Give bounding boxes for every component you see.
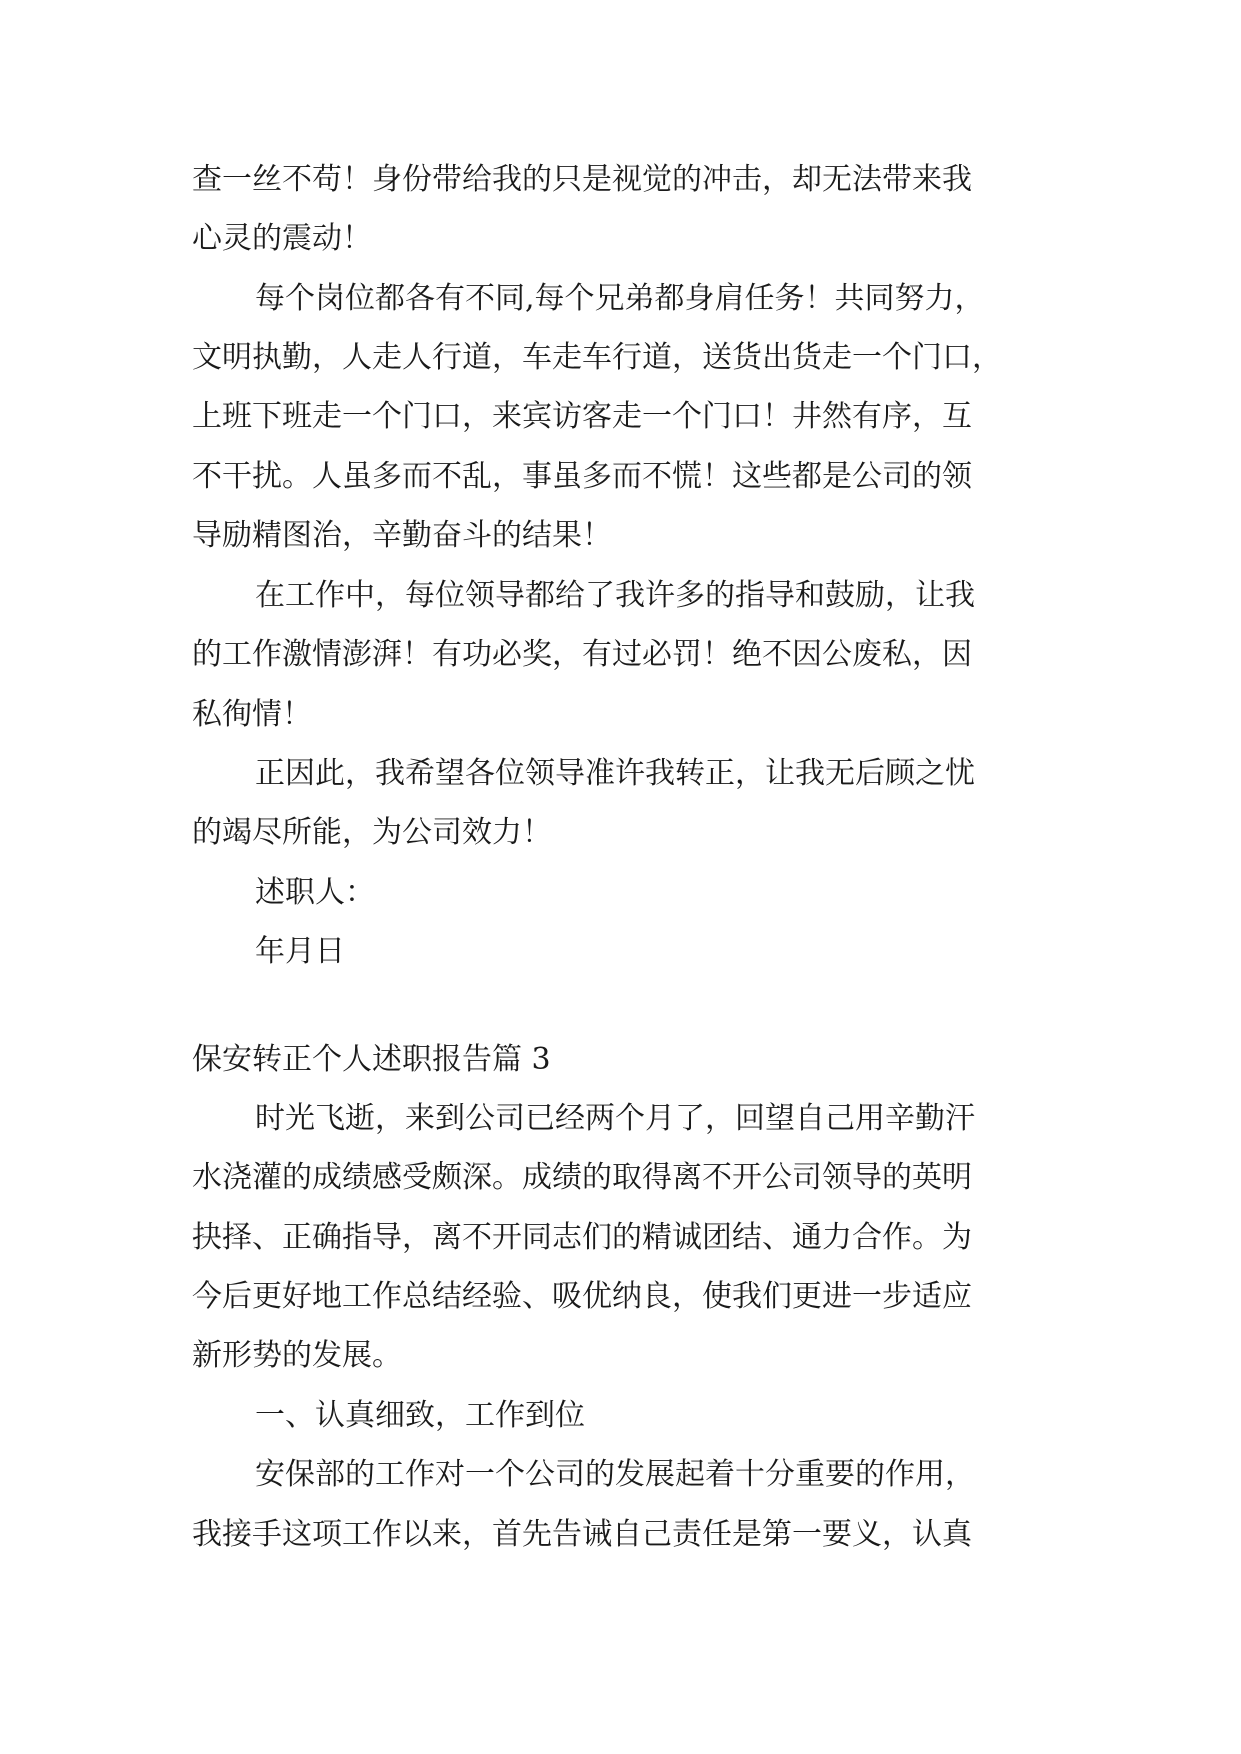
text-line: 的工作激情澎湃！有功必奖，有过必罚！绝不因公废私，因 (192, 637, 972, 672)
date-label: 年月日 (255, 934, 345, 969)
text-line: 新形势的发展。 (192, 1338, 402, 1373)
subsection-heading: 一、认真细致，工作到位 (255, 1398, 585, 1433)
text-line: 的竭尽所能，为公司效力！ (192, 815, 552, 850)
text-line: 文明执勤，人走人行道，车走车行道，送货出货走一个门口， (192, 340, 1002, 375)
text-line: 上班下班走一个门口，来宾访客走一个门口！井然有序，互 (192, 399, 972, 434)
text-line: 今后更好地工作总结经验、吸优纳良，使我们更进一步适应 (192, 1279, 972, 1314)
paragraph-first-line: 正因此，我希望各位领导准许我转正，让我无后顾之忧 (255, 756, 975, 791)
text-line: 私徇情！ (192, 697, 312, 732)
text-line: 查一丝不苟！身份带给我的只是视觉的冲击，却无法带来我 (192, 162, 972, 197)
text-line: 不干扰。人虽多而不乱，事虽多而不慌！这些都是公司的领 (192, 459, 972, 494)
paragraph-first-line: 时光飞逝，来到公司已经两个月了，回望自己用辛勤汗 (255, 1101, 975, 1136)
text-line: 水浇灌的成绩感受颇深。成绩的取得离不开公司领导的英明 (192, 1160, 972, 1195)
text-line: 抉择、正确指导，离不开同志们的精诚团结、通力合作。为 (192, 1220, 972, 1255)
text-line: 心灵的震动！ (192, 221, 372, 256)
section-heading: 保安转正个人述职报告篇 3 (192, 1042, 551, 1077)
signature-label: 述职人： (255, 875, 375, 910)
text-line: 导励精图治，辛勤奋斗的结果！ (192, 518, 612, 553)
paragraph-first-line: 在工作中，每位领导都给了我许多的指导和鼓励，让我 (255, 578, 975, 613)
paragraph-first-line: 每个岗位都各有不同,每个兄弟都身肩任务！共同努力， (255, 281, 985, 316)
paragraph-first-line: 安保部的工作对一个公司的发展起着十分重要的作用， (255, 1457, 975, 1492)
text-line: 我接手这项工作以来，首先告诫自己责任是第一要义，认真 (192, 1517, 972, 1552)
